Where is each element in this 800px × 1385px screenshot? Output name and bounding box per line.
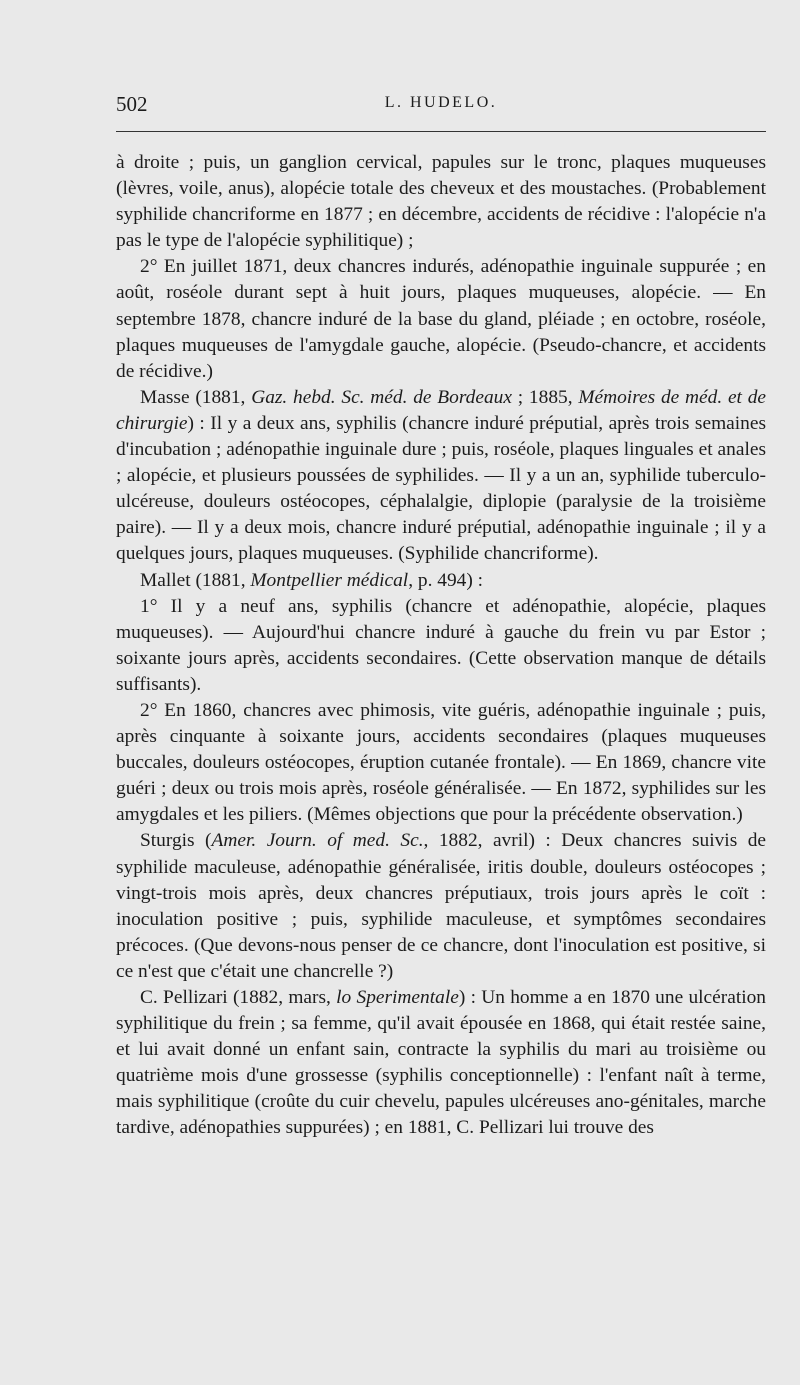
text-run: 1° Il y a neuf ans, syphilis (chancre et adénopathie, alopécie, plaques muqueuses). — Aujourd'hui chancre induré à gauche du frein vu par Estor ; soixante jours après, accidents secondaires. (Cette observation manque de détails suffisants). (116, 595, 766, 695)
italic-citation: Amer. Journ. of med. Sc. (211, 830, 424, 852)
page-header (116, 92, 766, 116)
running-head: L. HUDELO. (384, 94, 498, 111)
italic-citation: Montpellier médical (250, 569, 409, 591)
text-run: Sturgis ( (140, 830, 212, 852)
body-text (116, 150, 766, 1142)
paragraph (116, 568, 766, 594)
italic-citation: lo Sperimentale (336, 987, 459, 1008)
text-run: C. Pellizari (1882, mars, (140, 987, 337, 1008)
text-run: , p. 494) : (408, 569, 484, 591)
text-run: , 1882, avril) : Deux chancres suivis de syphilide maculeuse, adénopathie généralisée, iritis double, douleurs ostéocopes ; vingt-trois mois après, deux chancres préputiaux, trois jours après le coït : inoculation positive ; puis, syphilide maculeuse, et symptômes secondaires précoces. (Que devons-nous penser de ce chancre, dont l'inoculation est positive, si ce n'est que c'était une chancrelle ?) (116, 830, 766, 982)
paragraph (116, 150, 766, 254)
text-run: ) : Un homme a en 1870 une ulcération syphilitique du frein ; sa femme, qu'il avait épousée en 1868, qui était restée saine, et lui avait donné un enfant sain, contracte la syphilis du mari au troisième ou quatrième mois d'une grossesse (syphilis conceptionnelle) : l'enfant naît à terme, mais syphilitique (croûte du cuir chevelu, papules ulcéreuses ano-génitales, marche tardive, adénopathies suppurées) ; en 1881, C. Pellizari lui trouve des (116, 987, 766, 1139)
paragraph (116, 698, 766, 828)
text-run: ; 1885, (511, 386, 579, 408)
text-run: 2° En juillet 1871, deux chancres indurés, adénopathie inguinale suppurée ; en août, roséole durant sept à huit jours, plaques muqueuses, alopécie. — En septembre 1878, chancre induré de la base du gland, pléiade ; en octobre, roséole, plaques muqueuses de l'amygdale gauche, alopécie. (Pseudo-chancre, et accidents de récidive.) (116, 256, 766, 382)
paragraph (116, 254, 766, 384)
page-number: 502 (116, 92, 148, 116)
text-run: Mallet (1881, (140, 569, 251, 591)
paragraph (116, 828, 766, 985)
paragraph (116, 385, 766, 568)
text-run: 2° En 1860, chancres avec phimosis, vite guéris, adénopathie inguinale ; puis, après cinquante à soixante jours, accidents secondaires (plaques muqueuses buccales, douleurs ostéocopes, éruption cutanée frontale). — En 1869, chancre vite guéri ; deux ou trois mois après, roséole généralisée. — En 1872, syphilides sur les amygdales et les piliers. (Mêmes objections que pour la précédente observation.) (116, 699, 766, 826)
text-run: Masse (1881, (140, 386, 252, 408)
italic-citation: Mémoires de méd. et de chirurgie (116, 386, 767, 434)
paragraph (116, 985, 766, 1142)
header-rule (116, 131, 766, 132)
italic-citation: Gaz. hebd. Sc. méd. de Bordeaux (251, 386, 512, 408)
text-run: à droite ; puis, un ganglion cervical, papules sur le tronc, plaques muqueuses (lèvres, voile, anus), alopécie totale des cheveux et des moustaches. (Probablement syphilide chancriforme en 1877 ; en décembre, accidents de récidive : l'alopécie n'a pas le type de l'alopécie syphilitique) ; (116, 152, 766, 252)
paragraph (116, 594, 766, 698)
text-run: ) : Il y a deux ans, syphilis (chancre induré préputial, après trois semaines d'incubation ; adénopathie inguinale dure ; puis, roséole, plaques linguales et anales ; alopécie, et plusieurs poussées de syphilides. — Il y a un an, syphilide tuberculo-ulcéreuse, douleurs ostéocopes, céphalalgie, diplopie (paralysie de la troisième paire). — Il y a deux mois, chancre induré préputial, adénopathie inguinale ; il y a quelques jours, plaques muqueuses. (Syphilide chancriforme). (116, 412, 766, 565)
